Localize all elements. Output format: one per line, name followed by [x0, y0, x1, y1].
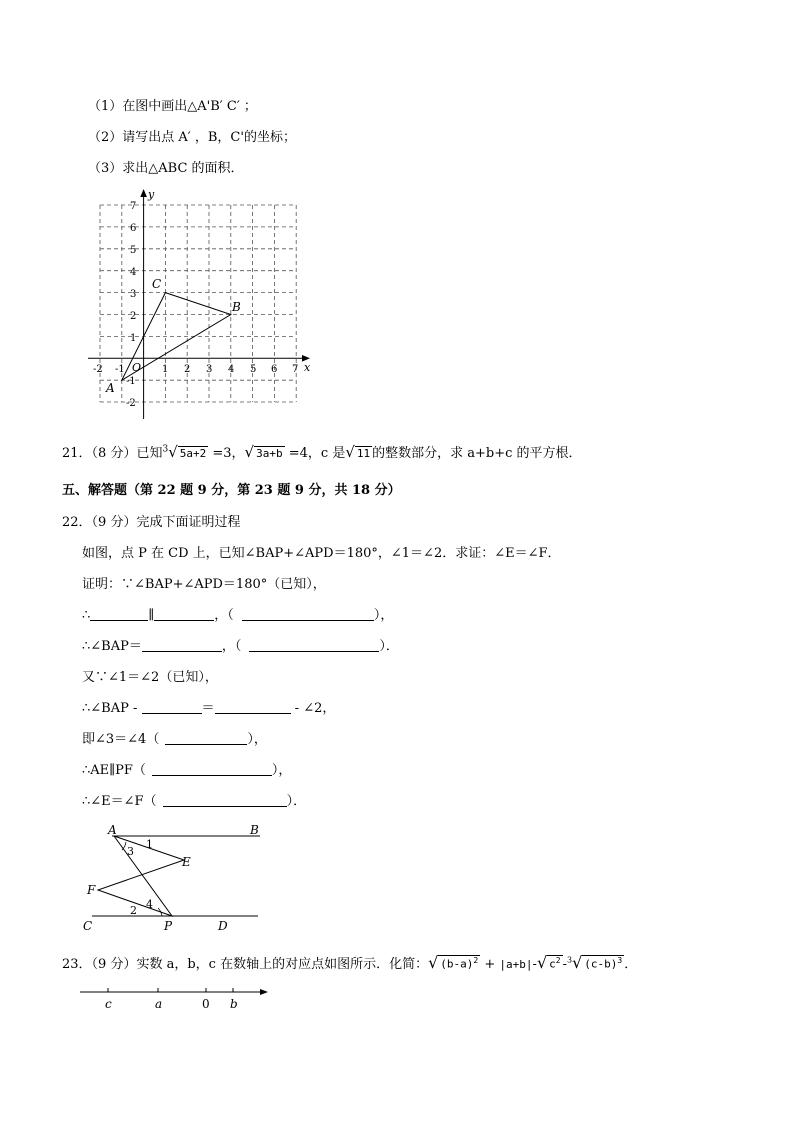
q22-line4	[82, 697, 335, 716]
x-tick: -2	[93, 364, 103, 375]
q21-suffix: 的整数部分，求 a+b+c 的平方根．	[372, 446, 582, 461]
q22-line2	[82, 635, 399, 654]
expr-2-exp: 2	[555, 956, 561, 966]
q22-given: 如图，点 P 在 CD 上，已知∠BAP+∠APD＝180°，∠1＝∠2．求证：∠E＝∠F．	[82, 546, 561, 561]
point-b: b	[230, 997, 238, 1011]
cube-index: 3	[567, 955, 573, 965]
expr-2	[547, 955, 562, 971]
answer-blank[interactable]	[154, 607, 214, 621]
text: ＝	[201, 701, 215, 716]
answer-blank[interactable]	[152, 762, 272, 776]
q22-line3: 又∵∠1＝∠2（已知），	[82, 670, 218, 685]
point-zero: 0	[202, 997, 210, 1011]
text: - ∠2，	[290, 701, 336, 716]
expr-3	[582, 955, 624, 971]
y-tick: 4	[130, 267, 137, 278]
origin-label: O	[132, 361, 142, 374]
answer-blank[interactable]	[142, 700, 202, 714]
label-f: F	[87, 883, 96, 897]
q22-line6	[82, 759, 291, 778]
angle-3-label: 3	[127, 845, 134, 858]
x-tick: 4	[228, 364, 235, 375]
label-d: D	[218, 919, 228, 933]
expr-1-exp: 2	[473, 956, 479, 966]
expr-3-body: (c-b)	[584, 958, 618, 971]
text: ∴∠E＝∠F（	[82, 794, 157, 809]
text: ），	[373, 608, 394, 623]
angle-1-label: 1	[146, 838, 153, 851]
x-tick: 5	[250, 364, 257, 375]
x-axis-label: x	[304, 361, 311, 374]
number-line	[78, 982, 278, 1016]
answer-blank[interactable]	[163, 793, 287, 807]
q21-eq1: =3，	[208, 446, 245, 461]
answer-blank[interactable]	[249, 638, 379, 652]
label-b: B	[250, 823, 259, 837]
q20-part1: （1）在图中画出△A'B′ C′ ；	[88, 99, 257, 114]
label-a: A	[108, 823, 117, 837]
label-c: C	[83, 919, 93, 933]
text: ）．	[286, 794, 307, 809]
expr-1-body: (b-a)	[440, 958, 474, 971]
y-tick: 3	[130, 289, 137, 300]
y-axis-label: y	[148, 188, 155, 201]
x-tick: 6	[271, 364, 278, 375]
x-tick: -1	[115, 364, 125, 375]
x-tick: 3	[206, 364, 213, 375]
text: ∴AE∥PF（	[82, 763, 146, 778]
minus: -	[532, 957, 537, 972]
q22-line7	[82, 790, 306, 809]
point-a: a	[155, 997, 163, 1011]
point-c-label: C	[152, 277, 162, 291]
cube-root-index: 3	[162, 444, 169, 455]
q21-prefix: 21．（8 分）已知	[62, 446, 163, 461]
text: ∴∠BAP -	[82, 701, 142, 716]
q23-text: 23．（9 分）实数 a，b，c 在数轴上的对应点如图所示．化简：	[62, 957, 429, 972]
period: ．	[624, 957, 638, 972]
answer-blank[interactable]	[242, 607, 374, 621]
answer-blank[interactable]	[142, 638, 222, 652]
label-e: E	[182, 855, 191, 869]
text: 即∠3＝∠4（	[82, 732, 160, 747]
q22-line1	[82, 604, 393, 623]
text: ），	[247, 732, 267, 747]
q22-title: 22．（9 分）完成下面证明过程	[62, 515, 241, 530]
text: ∴	[82, 608, 91, 623]
label-p: P	[164, 919, 173, 933]
expr-1	[438, 955, 480, 971]
text: ∴∠BAP＝	[82, 639, 142, 654]
proof-figure	[80, 820, 270, 935]
y-tick: -1	[126, 376, 136, 387]
text: ∥	[148, 608, 155, 623]
text: ）．	[379, 639, 399, 654]
sqrt-11: 11	[356, 447, 371, 460]
cube-root-expr: 5a+2	[179, 447, 207, 460]
answer-blank[interactable]	[165, 731, 247, 745]
point-b-label: B	[232, 300, 241, 314]
y-tick: 2	[130, 311, 137, 322]
figure-lines	[98, 836, 184, 916]
answer-blank[interactable]	[215, 700, 291, 714]
y-tick: 5	[130, 245, 137, 256]
q20-part2: （2）请写出点 A′ ，B，C'的坐标；	[88, 130, 296, 145]
answer-blank[interactable]	[90, 607, 148, 621]
expr-3-exp: 3	[617, 956, 623, 966]
x-tick: 1	[162, 364, 169, 375]
y-tick: 7	[130, 201, 137, 212]
q21: 21．（8 分）已知$^3$√ 5a+2 =3，√ 3a+b =4，c 是√ 11 的整数部分，求 a+b+c 的平方根．	[62, 443, 582, 461]
q21-eq2: =4，c 是	[284, 446, 346, 461]
abs-expr: |a+b|	[499, 958, 533, 971]
y-tick: -2	[126, 398, 136, 409]
sqrt-expr: 3a+b	[256, 447, 283, 460]
text: ，（	[221, 639, 242, 654]
q22-line5	[82, 728, 267, 747]
plus: +	[480, 957, 500, 972]
minus: -	[562, 957, 567, 972]
expr-2-body: c	[549, 958, 556, 971]
q23: 23．（9 分）实数 a，b，c 在数轴上的对应点如图所示．化简：√ $(b-a)^2 + |a+b|-√$ $c^2$ -$^3$√ $(c-b)^3$ ．	[62, 953, 638, 972]
point-c: c	[105, 997, 112, 1011]
point-a-label: A	[106, 381, 115, 395]
section-heading: 五、解答题（第 22 题 9 分，第 23 题 9 分，共 18 分）	[62, 483, 401, 498]
x-tick: 7	[292, 364, 299, 375]
q22-proof-start: 证明：∵∠BAP+∠APD＝180°（已知），	[82, 577, 326, 592]
text: ，（	[214, 608, 234, 623]
angle-2-label: 2	[130, 904, 137, 917]
angle-4-label: 4	[146, 898, 153, 911]
y-tick: 1	[130, 333, 137, 344]
text: ），	[271, 763, 292, 778]
y-tick: 6	[130, 223, 137, 234]
coordinate-grid	[80, 185, 320, 425]
q20-part3: （3）求出△ABC 的面积．	[88, 161, 244, 176]
x-tick: 2	[184, 364, 191, 375]
